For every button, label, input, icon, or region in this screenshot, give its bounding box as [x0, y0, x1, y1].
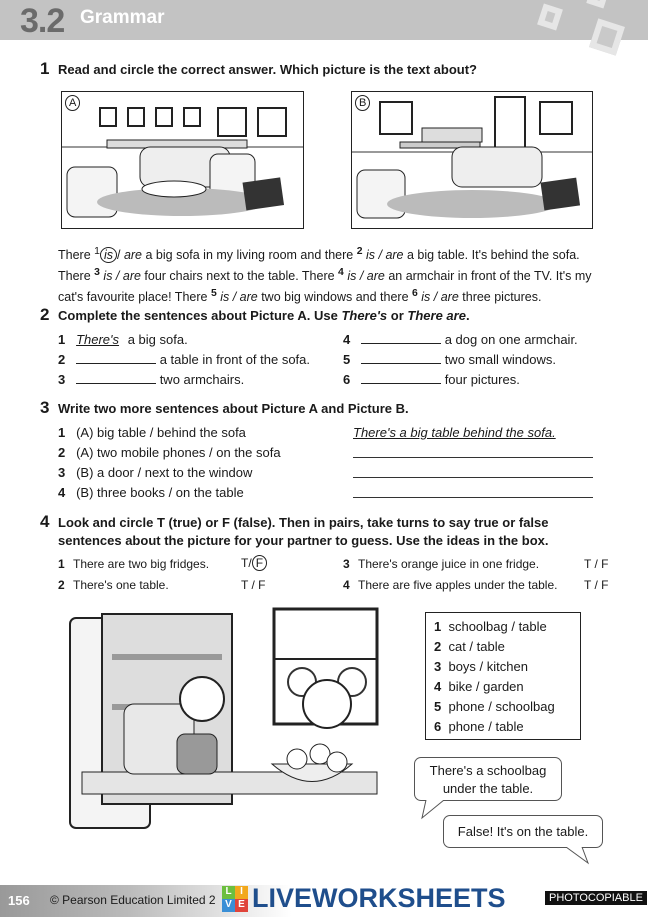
- list-item: 4 There are five apples under the table.: [343, 578, 558, 592]
- kitchen-illustration: [62, 604, 392, 844]
- gap-number: 5: [210, 288, 217, 300]
- answer-blank[interactable]: [361, 373, 441, 384]
- idea-item: 4 bike / garden: [434, 679, 524, 694]
- list-item: 5 two small windows.: [343, 352, 556, 367]
- picture-label-b: B: [355, 95, 370, 111]
- options[interactable]: is / are: [220, 290, 258, 305]
- unit-number: 3.2: [20, 2, 65, 40]
- answer[interactable]: There's: [76, 332, 120, 347]
- idea-item: 1 schoolbag / table: [434, 619, 547, 634]
- example-answer[interactable]: There's a big table behind the sofa.: [353, 425, 556, 440]
- copyright: © Pearson Education Limited 2: [50, 893, 216, 907]
- idea-item: 5 phone / schoolbag: [434, 699, 555, 714]
- gap-number: 1: [94, 246, 100, 257]
- exercise-instruction: sentences about the picture for your partner to guess. Use the ideas in the box.: [58, 533, 549, 548]
- ideas-box: [425, 612, 581, 740]
- answer-blank[interactable]: [76, 353, 156, 364]
- list-item: 4 (B) three books / on the table: [58, 485, 244, 500]
- text: a big sofa in my living room and there: [142, 248, 357, 263]
- options[interactable]: is / are: [366, 248, 404, 263]
- list-item: 1 (A) big table / behind the sofa: [58, 425, 246, 440]
- answer-line[interactable]: [353, 497, 593, 498]
- options[interactable]: is / are: [347, 269, 385, 284]
- options[interactable]: is / are: [421, 290, 459, 305]
- answer-blank[interactable]: [76, 373, 156, 384]
- idea-item: 6 phone / table: [434, 719, 524, 734]
- circled-answer[interactable]: is: [100, 247, 117, 263]
- picture-label-a: A: [65, 95, 80, 111]
- text: three pictures.: [458, 290, 542, 305]
- gap-number: 4: [338, 267, 344, 279]
- page-number: 156: [8, 893, 30, 908]
- idea-item: 3 boys / kitchen: [434, 659, 528, 674]
- true-false[interactable]: T / F: [584, 557, 609, 571]
- text: a big table. It's behind the sofa.: [403, 248, 580, 263]
- list-item: 3 two armchairs.: [58, 372, 245, 387]
- list-item: 1 There are two big fridges.: [58, 557, 210, 571]
- list-item: 3 (B) a door / next to the window: [58, 465, 253, 480]
- exercise-number: 1: [40, 59, 50, 78]
- circled-answer: F: [252, 555, 267, 571]
- speech-bubble: False! It's on the table.: [443, 815, 603, 848]
- exercise-number: 4: [40, 512, 50, 531]
- answer-blank[interactable]: [361, 353, 441, 364]
- gap-number: 3: [94, 267, 100, 279]
- reading-text: [58, 243, 591, 306]
- picture-b: [351, 91, 593, 229]
- brand-watermark: LIVEWORKSHEETS: [252, 883, 506, 913]
- text: an armchair in front of the TV. It's my: [384, 269, 592, 284]
- picture-a: [61, 91, 304, 229]
- list-item: 1 There's a big sofa.: [58, 332, 188, 347]
- liveworksheets-logo: L I V E: [222, 886, 248, 912]
- exercise-instruction: Look and circle T (true) or F (false). Then in pairs, take turns to say true or false: [58, 515, 549, 530]
- list-item: 2 There's one table.: [58, 578, 169, 592]
- speech-bubble: There's a schoolbag under the table.: [414, 757, 562, 801]
- list-item: 6 four pictures.: [343, 372, 520, 387]
- text: There: [58, 269, 95, 284]
- gap-number: 6: [412, 288, 418, 300]
- option[interactable]: are: [123, 248, 143, 263]
- living-room-a-illustration: [62, 92, 303, 228]
- exercise-instruction: Write two more sentences about Picture A and Picture B.: [58, 401, 409, 416]
- exercise-number: 3: [40, 398, 50, 417]
- page-title: Grammar: [80, 7, 165, 28]
- text: /: [116, 248, 121, 263]
- idea-item: 2 cat / table: [434, 639, 505, 654]
- gap-number: 2: [356, 246, 363, 257]
- living-room-b-illustration: [352, 92, 592, 228]
- exercise-number: 2: [40, 305, 50, 324]
- answer-blank[interactable]: [361, 333, 441, 344]
- true-false[interactable]: T / F: [241, 578, 266, 592]
- list-item: 4 a dog on one armchair.: [343, 332, 578, 347]
- bubble-tail: [562, 847, 592, 867]
- list-item: 2 a table in front of the sofa.: [58, 352, 311, 367]
- text: four chairs next to the table. There: [140, 269, 339, 284]
- list-item: 2 (A) two mobile phones / on the sofa: [58, 445, 281, 460]
- exercise-instruction: Read and circle the correct answer. Which picture is the text about?: [58, 62, 477, 77]
- text: There: [58, 248, 95, 263]
- photocopiable-stamp: PHOTOCOPIABLE: [545, 891, 647, 905]
- text: cat's favourite place! There: [58, 290, 211, 305]
- answer-line[interactable]: [353, 457, 593, 458]
- exercise-instruction: Complete the sentences about Picture A. Use There's or There are.: [58, 308, 470, 323]
- true-false[interactable]: T/ F: [241, 555, 267, 571]
- answer-line[interactable]: [353, 477, 593, 478]
- options[interactable]: is / are: [103, 269, 141, 284]
- list-item: 3 There's orange juice in one fridge.: [343, 557, 540, 571]
- text: two big windows and there: [257, 290, 412, 305]
- true-false[interactable]: T / F: [584, 578, 609, 592]
